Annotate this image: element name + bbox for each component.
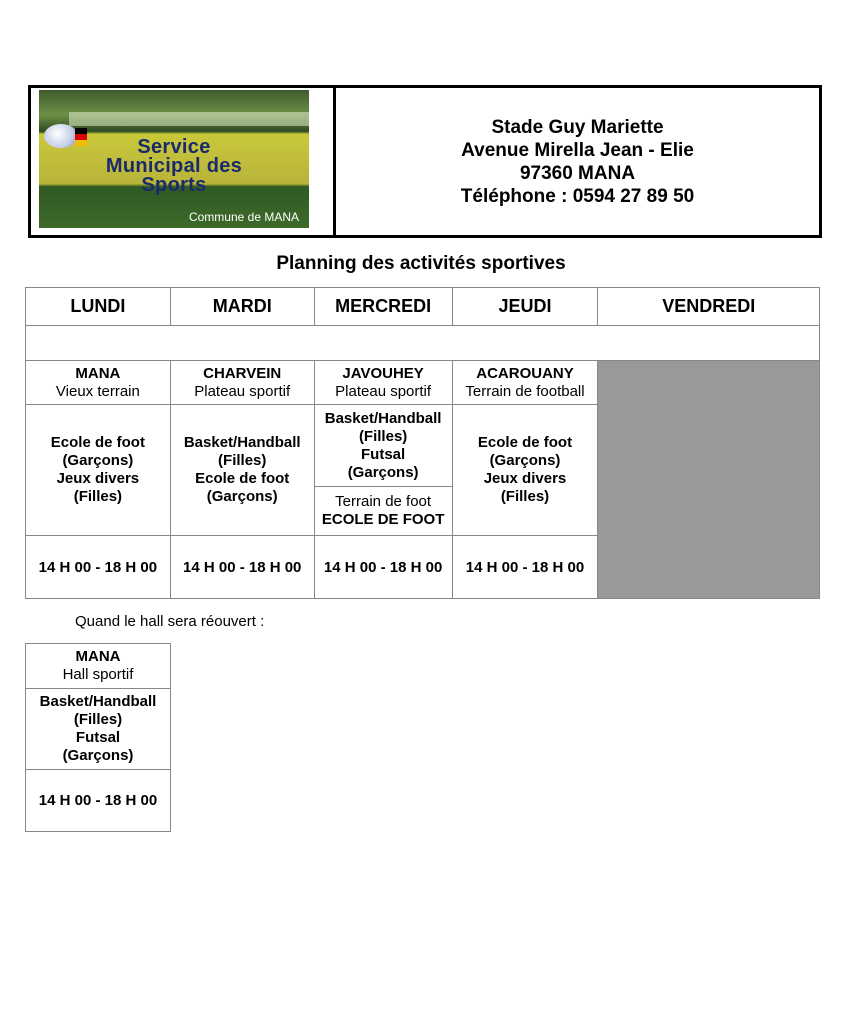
activities-lundi [26, 405, 171, 536]
venue-mardi [170, 361, 314, 405]
header-box [28, 85, 822, 238]
venue-name: MANA [75, 364, 121, 382]
day-jeudi: JEUDI [452, 288, 598, 326]
activities-jeudi [452, 405, 598, 536]
activity-line: Ecole de foot [195, 470, 290, 487]
venue-mercredi [314, 361, 452, 405]
venue-name: JAVOUHEY [342, 364, 424, 382]
time-mercredi: 14 H 00 - 18 H 00 [314, 536, 452, 599]
venue-sub: Hall sportif [62, 666, 134, 683]
activity-sub: Terrain de foot [335, 493, 432, 510]
activity-line: (Filles) [73, 488, 123, 505]
activity-line: Futsal [361, 445, 406, 463]
hall-time: 14 H 00 - 18 H 00 [26, 770, 171, 832]
day-mardi: MARDI [170, 288, 314, 326]
service-sports-logo [39, 90, 309, 228]
activity-line: (Garçons) [206, 488, 278, 505]
logo-commune: Commune de MANA [188, 210, 299, 224]
activity-line: Basket/Handball [324, 409, 442, 427]
activity-line: Ecole de foot [477, 434, 573, 451]
venue-jeudi [452, 361, 598, 405]
logo-cell [31, 88, 336, 235]
activity-line: (Filles) [73, 711, 123, 728]
logo-line-1: Service [137, 136, 211, 158]
activity-line: (Filles) [500, 488, 550, 505]
venue-name: MANA [75, 648, 121, 665]
vendredi-closed-cell [598, 361, 820, 599]
activity-line: (Garçons) [62, 747, 134, 764]
activity-line: ECOLE DE FOOT [321, 511, 445, 528]
venue-sub: Vieux terrain [55, 382, 140, 400]
activity-line: (Garçons) [347, 463, 419, 481]
hall-note: Quand le hall sera réouvert : [75, 613, 265, 630]
activity-line: (Garçons) [489, 452, 561, 469]
activities-mardi [170, 405, 314, 536]
planning-title: Planning des activités sportives [276, 253, 566, 274]
activities-mercredi-top [314, 405, 452, 487]
activity-line: (Garçons) [62, 452, 134, 469]
time-lundi: 14 H 00 - 18 H 00 [26, 536, 171, 599]
day-lundi: LUNDI [26, 288, 171, 326]
venue-lundi [26, 361, 171, 405]
venue-sub: Plateau sportif [194, 382, 291, 400]
schedule-table [25, 287, 820, 599]
activities-mercredi-bottom [314, 487, 452, 536]
hall-table [25, 643, 171, 832]
logo-line-3: Sports [141, 174, 207, 196]
activity-line: Ecole de foot [50, 434, 145, 451]
venue-name: CHARVEIN [203, 364, 282, 382]
activity-line: Jeux divers [56, 470, 140, 487]
day-mercredi: MERCREDI [314, 288, 452, 326]
stadium-name: Stade Guy Mariette [491, 116, 664, 138]
venue-name: ACAROUANY [476, 364, 574, 382]
activity-line: (Filles) [358, 427, 408, 445]
phone: Téléphone : 0594 27 89 50 [460, 185, 695, 207]
activity-line: (Filles) [218, 452, 267, 469]
day-vendredi: VENDREDI [598, 288, 820, 326]
postal-city: 97360 MANA [519, 162, 636, 184]
hall-venue [26, 644, 171, 689]
activity-line: Jeux divers [483, 470, 567, 487]
time-jeudi: 14 H 00 - 18 H 00 [452, 536, 598, 599]
street: Avenue Mirella Jean - Elie [461, 139, 694, 161]
activity-line: Basket/Handball [183, 434, 301, 451]
time-mardi: 14 H 00 - 18 H 00 [170, 536, 314, 599]
venue-sub: Plateau sportif [335, 382, 432, 400]
logo-line-2: Municipal des [105, 155, 243, 177]
activity-line: Futsal [75, 729, 121, 746]
logo-shine [69, 112, 309, 126]
empty-row [26, 326, 820, 361]
address-block [336, 88, 819, 235]
hall-activities [26, 689, 171, 770]
venue-sub: Terrain de football [465, 382, 585, 400]
activity-line: Basket/Handball [39, 693, 157, 710]
